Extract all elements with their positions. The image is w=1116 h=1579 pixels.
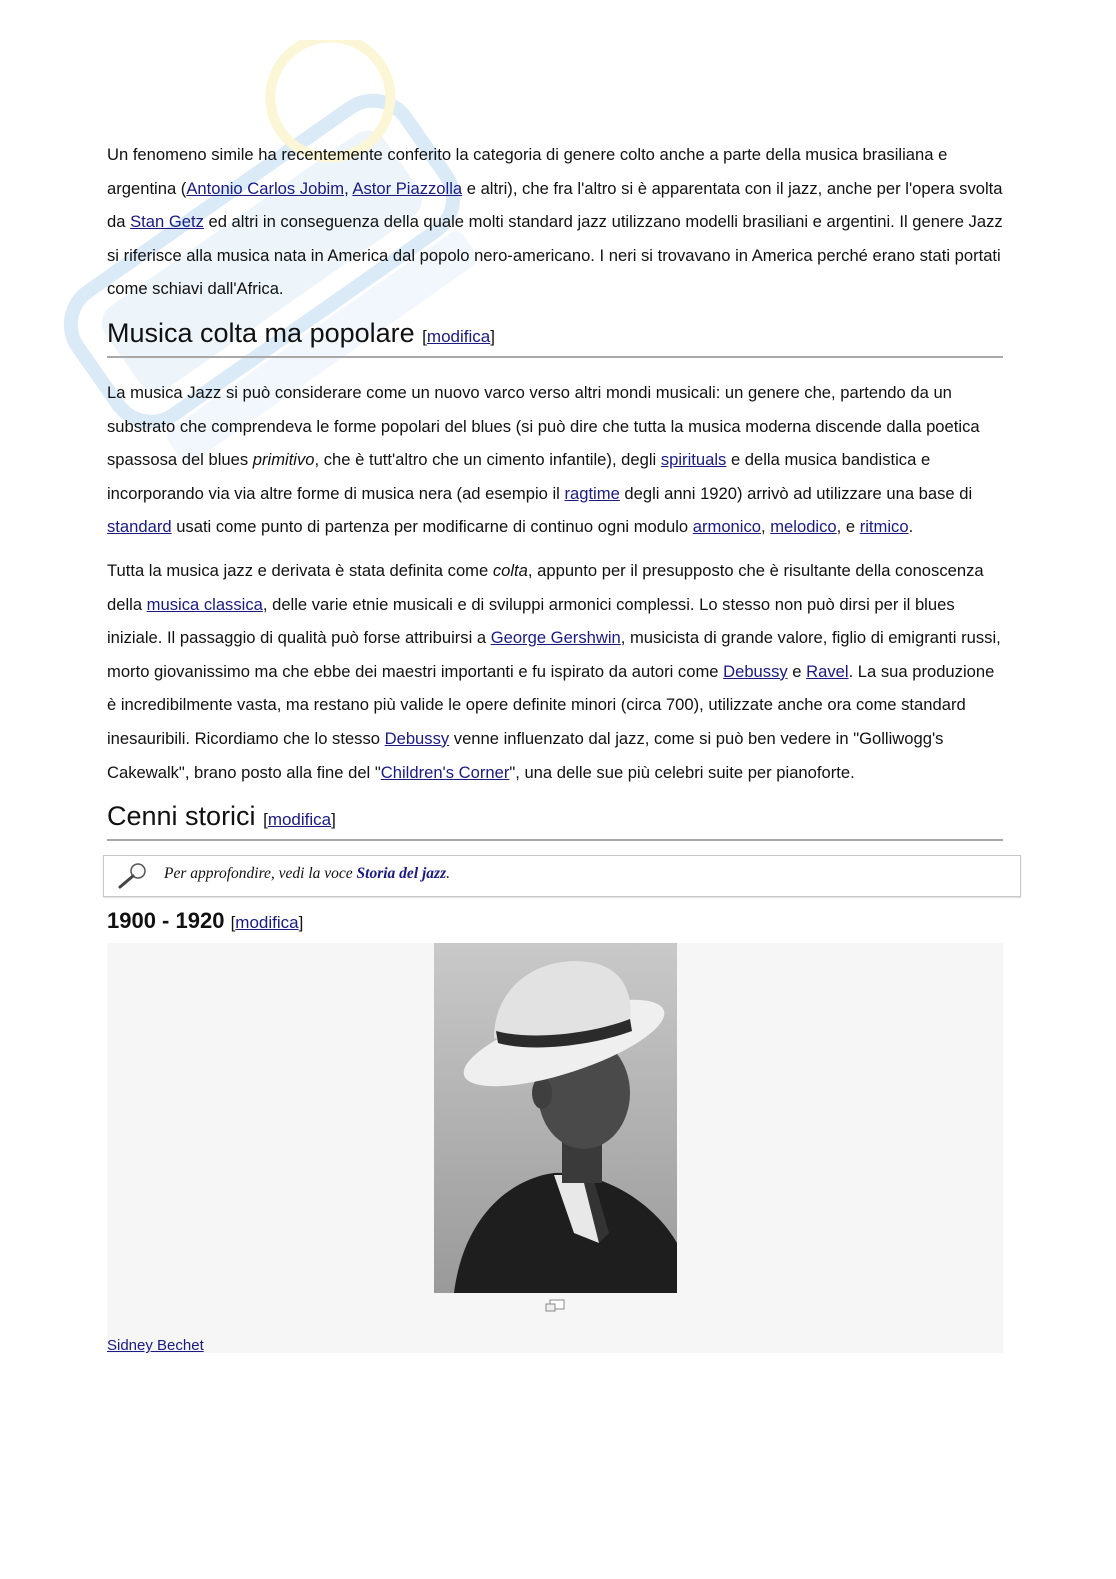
document-body [107, 138, 1003, 1353]
figure-caption-link[interactable]: Sidney Bechet [107, 1337, 204, 1355]
paragraph-musica-colta: Tutta la musica jazz e derivata è stata definita come colta, appunto per il presupposto che è risultante della conoscenza della musica classica, delle varie etnie musicali e di sviluppi armonici complessi. Lo stesso non può dirsi per il blues iniziale. Il passaggio di qualità può forse attribuirsi a George Gershwin, musicista di grande valore, figlio di emigranti russi, morto giovanissimo ma che ebbe dei maestri importanti e fu ispirato da autori come Debussy e Ravel. La sua produzione è incredibilmente vasta, ma restano più valide le opere definite minori (circa 700), utilizzate anche ora come standard inesauribili. Ricordiamo che lo stesso Debussy venne influenzato dal jazz, come si può ben vedere in "Golliwogg's Cakewalk", brano posto alla fine del "Children's Corner", una delle sue più celebri suite per pianoforte. [107, 560, 1001, 782]
subsection-heading-1900-1920: 1900 - 1920 [modifica] [107, 908, 304, 934]
link-childrens-corner[interactable]: Children's Corner [380, 762, 510, 782]
link-storia-del-jazz[interactable]: Storia del jazz [356, 865, 447, 883]
enlarge-icon[interactable] [545, 1299, 565, 1313]
link-george-gershwin[interactable]: George Gershwin [490, 628, 621, 648]
edit-link-wrapper: [modifica] [230, 913, 304, 933]
link-ravel[interactable]: Ravel [806, 661, 849, 681]
link-debussy[interactable]: Debussy [723, 661, 788, 681]
see-also-box [103, 855, 1021, 897]
edit-link-musica-colta[interactable]: modifica [426, 326, 491, 346]
link-melodico[interactable]: melodico [770, 517, 837, 537]
portrait-photo[interactable] [434, 943, 677, 1293]
link-debussy-2[interactable]: Debussy [384, 728, 450, 748]
link-armonico[interactable]: armonico [692, 517, 761, 537]
paragraph-intro: Un fenomeno simile ha recentemente conferito la categoria di genere colto anche a parte della musica brasiliana e argentina (Antonio Carlos Jobim, Astor Piazzolla e altri), che fra l'altro si è apparentata con il jazz, anche per l'opera svolta da Stan Getz ed altri in conseguenza della quale molti standard jazz utilizzano modelli brasiliani e argentini. Il genere Jazz si riferisce alla musica nata in America dal popolo nero-americano. I neri si trovavano in America perché erano stati portati come schiavi dall'Africa. [107, 145, 1003, 299]
edit-link-cenni-storici[interactable]: modifica [267, 810, 332, 830]
link-spirituals[interactable]: spirituals [660, 450, 727, 470]
edit-link-1900-1920[interactable]: modifica [235, 913, 299, 933]
edit-link-wrapper: [modifica] [422, 326, 495, 346]
link-stan-getz[interactable]: Stan Getz [130, 212, 204, 232]
section-heading-musica-colta: Musica colta ma popolare [modifica] [107, 316, 1003, 358]
section-heading-cenni-storici: Cenni storici [modifica] [107, 799, 1003, 841]
link-standard[interactable]: standard [107, 517, 172, 537]
link-ragtime[interactable]: ragtime [564, 483, 620, 503]
image-thumbnail [107, 943, 1003, 1353]
link-astor-piazzolla[interactable]: Astor Piazzolla [352, 178, 463, 198]
paragraph-musica-jazz: La musica Jazz si può considerare come un nuovo varco verso altri mondi musicali: un genere che, partendo da un substrato che comprendeva le forme popolari del blues (si può dire che tutta la musica moderna discende dalla poetica spassosa del blues primitivo, che è tutt'altro che un cimento infantile), degli spirituals e della musica bandistica e incorporando via via altre forme di musica nera (ad esempio il ragtime degli anni 1920) arrivò ad utilizzare una base di standard usati come punto di partenza per modificarne di continuo ogni modulo armonico, melodico, e ritmico. [107, 382, 980, 537]
link-antonio-carlos-jobim[interactable]: Antonio Carlos Jobim [186, 178, 345, 198]
magnifier-icon [116, 861, 150, 891]
edit-link-wrapper: [modifica] [263, 810, 336, 830]
see-also-text: Per approfondire, vedi la voce Storia del jazz. [164, 865, 450, 883]
link-musica-classica[interactable]: musica classica [146, 594, 263, 614]
link-ritmico[interactable]: ritmico [859, 517, 909, 537]
